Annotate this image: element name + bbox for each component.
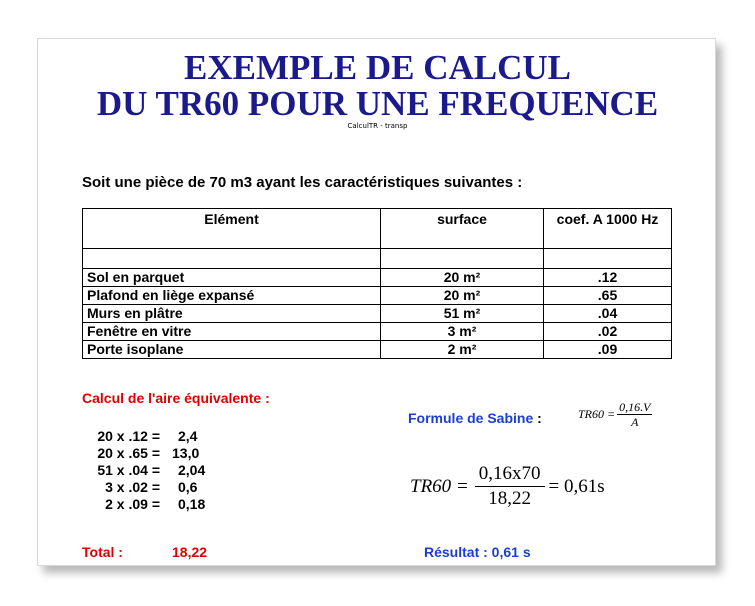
row-element: Porte isoplane [83,341,381,359]
formula-lhs: TR60 = [410,475,469,497]
calc-line-lhs: 2 x .09 = [105,496,160,512]
formula-result: = 0,61s [548,475,605,497]
sabine-formula [578,400,652,429]
row-surface: 51 m² [381,305,544,323]
calc-title: Calcul de l'aire équivalente : [82,390,270,406]
row-surface: 2 m² [381,341,544,359]
table-row [83,341,672,359]
total-label: Total : [82,544,123,560]
formula-numerator: 0,16x70 [475,462,545,487]
sabine-fraction [617,400,652,429]
sabine-formula-lhs: TR60 = [578,407,616,421]
row-element: Fenêtre en vitre [83,323,381,341]
sabine-colon: : [533,410,542,426]
subtitle: CalculTR - transp [347,122,408,130]
row-coef: .04 [544,305,672,323]
header-coef: coef. A 1000 Hz [544,209,672,249]
row-element: Sol en parquet [83,269,381,287]
row-coef: .02 [544,323,672,341]
elements-table [82,208,672,359]
table-empty-row [83,249,672,269]
row-element: Plafond en liège expansé [83,287,381,305]
table-row [83,305,672,323]
table-row [83,269,672,287]
formula-denominator: 18,22 [488,488,531,509]
calc-line-rhs: 0,6 [178,479,198,495]
total-value: 18,22 [172,544,208,560]
table-header-row [83,209,672,249]
table-row [83,287,672,305]
sabine-label-block [408,410,542,426]
row-coef: .12 [544,269,672,287]
calc-line-rhs: 2,4 [178,428,198,444]
calc-line-lhs: 3 x .02 = [105,479,160,495]
tr60-formula [410,462,605,511]
row-surface: 20 m² [381,287,544,305]
header-surface: surface [381,209,544,249]
calc-line-rhs: 13,0 [172,445,200,461]
calc-line-lhs: 20 x .65 = [97,445,160,461]
formula-fraction [475,462,545,511]
calc-line-rhs: 2,04 [178,462,206,478]
sabine-numerator: 0,16.V [619,400,651,414]
title-line-2: DU TR60 POUR UNE FREQUENCE [96,84,659,123]
result-text: Résultat : 0,61 s [424,544,531,560]
row-coef: .09 [544,341,672,359]
row-coef: .65 [544,287,672,305]
title-line-1: EXEMPLE DE CALCUL [184,48,571,87]
header-element: Elément [83,209,381,249]
row-element: Murs en plâtre [83,305,381,323]
calc-line-rhs: 0,18 [178,496,206,512]
intro-text: Soit une pièce de 70 m3 ayant les caractéristiques suivantes : [82,174,523,191]
total [82,544,222,560]
table-row [83,323,672,341]
calc-line-lhs: 20 x .12 = [97,428,160,444]
calc-line-lhs: 51 x .04 = [97,462,160,478]
sabine-denominator: A [631,415,639,429]
row-surface: 20 m² [381,269,544,287]
row-surface: 3 m² [381,323,544,341]
sabine-label: Formule de Sabine [408,410,534,426]
